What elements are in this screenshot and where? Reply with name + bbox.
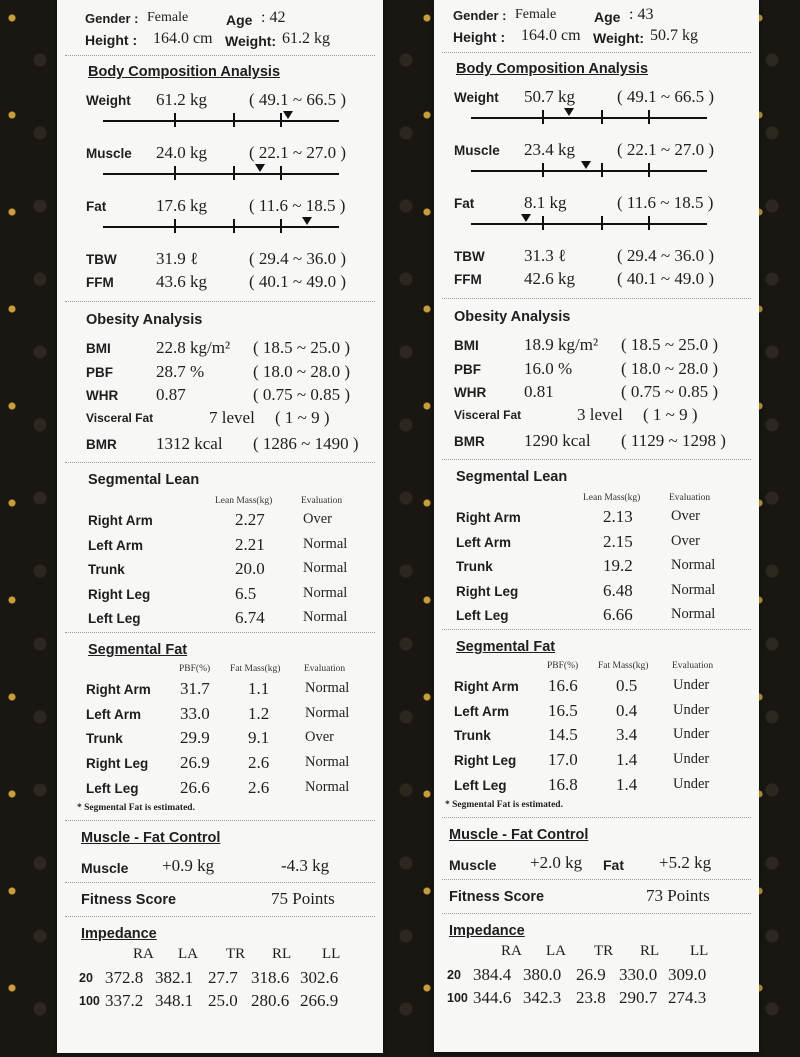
control-muscle-value: +0.9 kg xyxy=(162,856,215,875)
lean-part-label: Left Leg xyxy=(456,608,509,623)
gender-value: Female xyxy=(147,10,189,25)
fat-mass-value: 2.6 xyxy=(248,753,270,773)
fat-part-label: Right Arm xyxy=(86,682,151,697)
fat-pbf-value: 29.9 xyxy=(180,728,210,748)
fat-mass-value: 1.4 xyxy=(616,750,638,770)
muscle-range: ( 22.1 ~ 27.0 ) xyxy=(617,140,715,159)
impedance-value: 266.9 xyxy=(300,991,339,1010)
whr-value: 0.81 xyxy=(524,382,554,401)
muscle-range: ( 22.1 ~ 27.0 ) xyxy=(249,143,347,162)
fat-pbf-value: 16.8 xyxy=(548,774,578,794)
ffm-label: FFM xyxy=(454,272,482,287)
control-fat-label: Fat xyxy=(603,857,624,873)
impedance-column-header: TR xyxy=(594,943,614,959)
weight-scale-line xyxy=(471,117,707,119)
impedance-value: 337.2 xyxy=(105,991,144,1010)
lean-mass-value: 2.27 xyxy=(235,510,265,529)
muscle-marker-icon xyxy=(255,164,265,172)
bmr-value: 1312 kcal xyxy=(156,434,223,453)
impedance-frequency-label: 100 xyxy=(79,994,100,1008)
fat-part-label: Right Leg xyxy=(454,753,517,769)
dotted-divider xyxy=(442,629,751,630)
dotted-divider xyxy=(65,632,375,633)
gender-value: Female xyxy=(515,7,557,22)
fat-mass-value: 0.4 xyxy=(616,700,638,720)
visceral-value: 3 level xyxy=(577,405,623,424)
impedance-value: 382.1 xyxy=(155,968,194,987)
lean-evaluation-value: Over xyxy=(303,511,332,527)
weight-value: 50.7 kg xyxy=(524,87,575,106)
impedance-column-header: LL xyxy=(690,943,709,959)
bmr-value: 1290 kcal xyxy=(524,431,591,450)
weight-label: Weight: xyxy=(225,33,277,49)
fat-evaluation-value: Normal xyxy=(305,680,350,696)
fat-value: 8.1 kg xyxy=(524,193,567,212)
lean-part-label: Trunk xyxy=(88,562,125,577)
height-value: 164.0 cm xyxy=(521,27,581,44)
fat-evaluation-header: Evaluation xyxy=(304,664,346,674)
muscle-scale-tick xyxy=(280,166,282,180)
lean-evaluation-header: Evaluation xyxy=(669,493,711,503)
lean-evaluation-value: Normal xyxy=(303,609,348,625)
impedance-column-header: LA xyxy=(546,943,566,959)
age-value: : 42 xyxy=(261,9,286,26)
lean-mass-value: 6.48 xyxy=(603,580,633,600)
weight-value: 50.7 kg xyxy=(650,27,698,44)
fat-mass-value: 0.5 xyxy=(616,676,638,695)
pbf-range: ( 18.0 ~ 28.0 ) xyxy=(253,362,351,381)
fitness-score-label: Fitness Score xyxy=(81,892,177,908)
fat-pbf-value: 17.0 xyxy=(548,750,578,770)
weight-scale-tick xyxy=(233,113,235,127)
lean-part-label: Right Arm xyxy=(88,513,153,528)
tbw-range: ( 29.4 ~ 36.0 ) xyxy=(249,249,347,268)
fat-marker-icon xyxy=(521,214,531,222)
fat-scale-tick xyxy=(542,216,544,230)
tbw-value: 31.3 ℓ xyxy=(524,246,567,265)
lean-evaluation-value: Over xyxy=(671,508,700,524)
section-title-muscle-fat-control: Muscle - Fat Control xyxy=(81,830,221,846)
visceral-label: Visceral Fat xyxy=(86,411,154,425)
lean-mass-value: 20.0 xyxy=(235,559,265,578)
impedance-frequency-label: 100 xyxy=(447,991,468,1005)
weight-range: ( 49.1 ~ 66.5 ) xyxy=(617,87,715,106)
impedance-frequency-label: 20 xyxy=(447,968,461,982)
fat-pbf-value: 33.0 xyxy=(180,703,210,723)
impedance-column-header: LL xyxy=(322,946,341,962)
section-title-body-composition: Body Composition Analysis xyxy=(88,64,281,80)
fat-evaluation-header: Evaluation xyxy=(672,661,714,671)
lean-part-label: Left Leg xyxy=(88,611,141,626)
bmr-range: ( 1286 ~ 1490 ) xyxy=(253,434,359,453)
bmi-range: ( 18.5 ~ 25.0 ) xyxy=(621,335,719,354)
height-label: Height : xyxy=(453,29,506,45)
whr-label: WHR xyxy=(454,385,487,400)
impedance-column-header: RA xyxy=(501,943,522,959)
dotted-divider xyxy=(442,913,751,914)
section-title-segmental-lean: Segmental Lean xyxy=(88,472,200,488)
dotted-divider xyxy=(65,916,375,917)
impedance-value: 348.1 xyxy=(155,991,194,1010)
visceral-label: Visceral Fat xyxy=(454,408,522,422)
lean-evaluation-value: Normal xyxy=(303,535,348,552)
segmental-fat-note: * Segmental Fat is estimated. xyxy=(77,803,195,813)
segmental-fat-note: * Segmental Fat is estimated. xyxy=(445,800,563,810)
fat-evaluation-value: Over xyxy=(305,729,334,746)
impedance-value: 302.6 xyxy=(300,968,339,987)
lean-mass-value: 6.5 xyxy=(235,583,257,603)
fat-evaluation-value: Normal xyxy=(305,778,350,795)
lean-evaluation-value: Normal xyxy=(671,606,716,622)
gender-label: Gender : xyxy=(85,11,139,26)
impedance-value: 384.4 xyxy=(473,965,512,984)
control-fat-value: -4.3 kg xyxy=(281,856,330,875)
fat-marker-icon xyxy=(302,217,312,225)
fat-mass-value: 1.4 xyxy=(616,774,638,794)
section-title-segmental-fat: Segmental Fat xyxy=(88,642,188,658)
lean-part-label: Right Leg xyxy=(456,583,519,599)
lean-part-label: Left Arm xyxy=(456,534,512,550)
impedance-value: 26.9 xyxy=(576,965,606,984)
ffm-range: ( 40.1 ~ 49.0 ) xyxy=(249,272,347,291)
ffm-range: ( 40.1 ~ 49.0 ) xyxy=(617,269,715,288)
fitness-score-value: 73 Points xyxy=(646,886,710,905)
weight-label: Weight xyxy=(454,90,499,105)
impedance-column-header: LA xyxy=(178,946,198,962)
lean-part-label: Right Leg xyxy=(88,586,151,602)
impedance-value: 330.0 xyxy=(619,965,658,984)
weight-marker-icon xyxy=(283,111,293,119)
fat-part-label: Left Arm xyxy=(86,706,142,722)
muscle-scale-tick xyxy=(233,166,235,180)
muscle-scale-tick xyxy=(648,163,650,177)
fat-evaluation-value: Under xyxy=(673,701,710,718)
muscle-scale-line xyxy=(471,170,707,172)
ffm-value: 43.6 kg xyxy=(156,272,207,291)
muscle-label: Muscle xyxy=(454,143,500,158)
lean-mass-value: 2.21 xyxy=(235,534,265,554)
age-label: Age xyxy=(594,9,621,25)
dotted-divider xyxy=(65,882,375,883)
dotted-divider xyxy=(442,298,751,299)
visceral-range: ( 1 ~ 9 ) xyxy=(275,408,330,427)
fat-part-label: Left Leg xyxy=(86,780,139,796)
fat-scale-tick xyxy=(648,216,650,230)
tbw-label: TBW xyxy=(454,249,485,264)
fat-mass-value: 2.6 xyxy=(248,777,270,797)
muscle-scale-tick xyxy=(542,163,544,177)
fat-evaluation-value: Under xyxy=(673,677,710,693)
bmr-label: BMR xyxy=(454,434,485,449)
fitness-score-value: 75 Points xyxy=(271,889,335,908)
fat-pbf-value: 26.9 xyxy=(180,753,210,773)
dotted-divider xyxy=(65,462,375,463)
lean-evaluation-value: Normal xyxy=(303,584,348,601)
fat-pbf-value: 16.6 xyxy=(548,676,578,695)
fat-part-label: Right Arm xyxy=(454,679,519,694)
dotted-divider xyxy=(442,817,751,818)
tbw-value: 31.9 ℓ xyxy=(156,249,199,268)
impedance-column-header: RA xyxy=(133,946,154,962)
dotted-divider xyxy=(442,459,751,460)
fat-evaluation-value: Under xyxy=(673,775,710,792)
fat-scale-line xyxy=(103,226,339,228)
dotted-divider xyxy=(442,879,751,880)
impedance-value: 280.6 xyxy=(251,991,290,1010)
fat-label: Fat xyxy=(454,196,475,211)
bmi-range: ( 18.5 ~ 25.0 ) xyxy=(253,338,351,357)
height-label: Height : xyxy=(85,32,138,48)
muscle-value: 24.0 kg xyxy=(156,143,207,162)
weight-scale-tick xyxy=(542,110,544,124)
fat-part-label: Left Arm xyxy=(454,703,510,719)
fat-mass-value: 1.2 xyxy=(248,703,270,723)
fitness-score-label: Fitness Score xyxy=(449,889,545,905)
lean-part-label: Trunk xyxy=(456,559,493,574)
bmi-value: 18.9 kg/m² xyxy=(524,335,599,354)
impedance-value: 318.6 xyxy=(251,968,290,987)
fat-pbf-value: 14.5 xyxy=(548,725,578,745)
fat-evaluation-value: Under xyxy=(673,726,710,743)
weight-scale-tick xyxy=(648,110,650,124)
fat-range: ( 11.6 ~ 18.5 ) xyxy=(617,193,714,212)
fat-value: 17.6 kg xyxy=(156,196,207,215)
fat-mass-value: 9.1 xyxy=(248,728,270,748)
fat-evaluation-value: Normal xyxy=(305,704,350,721)
section-title-muscle-fat-control: Muscle - Fat Control xyxy=(449,827,589,843)
tbw-label: TBW xyxy=(86,252,117,267)
section-title-impedance: Impedance xyxy=(449,923,525,939)
age-value: : 43 xyxy=(629,6,654,23)
control-muscle-label: Muscle xyxy=(449,857,497,873)
visceral-value: 7 level xyxy=(209,408,255,427)
gender-label: Gender : xyxy=(453,8,507,23)
impedance-value: 290.7 xyxy=(619,988,658,1007)
lean-mass-header: Lean Mass(kg) xyxy=(215,496,273,506)
fat-scale-tick xyxy=(233,219,235,233)
fat-evaluation-value: Normal xyxy=(305,754,350,771)
left-receipt xyxy=(57,0,383,1053)
impedance-frequency-label: 20 xyxy=(79,971,93,985)
fat-part-label: Trunk xyxy=(86,731,123,747)
fat-pbf-value: 26.6 xyxy=(180,777,210,797)
fat-mass-value: 3.4 xyxy=(616,725,638,745)
fat-part-label: Right Leg xyxy=(86,756,149,772)
lean-mass-value: 2.13 xyxy=(603,507,633,526)
fat-scale-line xyxy=(471,223,707,225)
weight-label: Weight xyxy=(86,93,131,108)
pbf-value: 28.7 % xyxy=(156,362,205,381)
impedance-value: 309.0 xyxy=(668,965,707,984)
fat-pbf-header: PBF(%) xyxy=(547,661,579,671)
weight-scale-tick xyxy=(601,110,603,124)
dotted-divider xyxy=(65,55,375,56)
impedance-column-header: RL xyxy=(640,943,660,959)
lean-evaluation-value: Normal xyxy=(303,560,348,576)
muscle-label: Muscle xyxy=(86,146,132,161)
impedance-column-header: RL xyxy=(272,946,292,962)
section-title-body-composition: Body Composition Analysis xyxy=(456,61,649,77)
lean-evaluation-value: Normal xyxy=(671,557,716,573)
whr-range: ( 0.75 ~ 0.85 ) xyxy=(621,382,719,401)
lean-mass-value: 2.15 xyxy=(603,531,633,551)
impedance-column-header: TR xyxy=(226,946,246,962)
fat-label: Fat xyxy=(86,199,107,214)
ffm-value: 42.6 kg xyxy=(524,269,575,288)
lean-part-label: Right Arm xyxy=(456,510,521,525)
dotted-divider xyxy=(442,52,751,53)
lean-evaluation-value: Normal xyxy=(671,581,716,598)
section-title-impedance: Impedance xyxy=(81,926,157,942)
fat-scale-tick xyxy=(280,219,282,233)
fat-mass-value: 1.1 xyxy=(248,679,270,698)
height-value: 164.0 cm xyxy=(153,30,213,47)
whr-range: ( 0.75 ~ 0.85 ) xyxy=(253,385,351,404)
lean-mass-value: 19.2 xyxy=(603,556,633,575)
control-fat-value: +5.2 kg xyxy=(659,853,712,872)
lean-evaluation-header: Evaluation xyxy=(301,496,343,506)
bmr-label: BMR xyxy=(86,437,117,452)
section-title-obesity: Obesity Analysis xyxy=(86,312,203,328)
pbf-label: PBF xyxy=(86,365,113,380)
fat-pbf-value: 16.5 xyxy=(548,700,578,720)
bmi-label: BMI xyxy=(454,338,479,353)
control-muscle-value: +2.0 kg xyxy=(530,853,583,872)
age-label: Age xyxy=(226,12,253,28)
impedance-value: 380.0 xyxy=(523,965,562,984)
tbw-range: ( 29.4 ~ 36.0 ) xyxy=(617,246,715,265)
weight-scale-tick xyxy=(280,113,282,127)
impedance-value: 342.3 xyxy=(523,988,562,1007)
fat-part-label: Left Leg xyxy=(454,777,507,793)
pbf-range: ( 18.0 ~ 28.0 ) xyxy=(621,359,719,378)
dotted-divider xyxy=(65,820,375,821)
bmi-label: BMI xyxy=(86,341,111,356)
weight-value: 61.2 kg xyxy=(156,90,207,109)
control-muscle-label: Muscle xyxy=(81,860,129,876)
muscle-marker-icon xyxy=(581,161,591,169)
fat-mass-header: Fat Mass(kg) xyxy=(598,661,649,671)
impedance-value: 27.7 xyxy=(208,968,238,987)
fat-scale-tick xyxy=(174,219,176,233)
bmi-value: 22.8 kg/m² xyxy=(156,338,231,357)
ffm-label: FFM xyxy=(86,275,114,290)
weight-marker-icon xyxy=(564,108,574,116)
muscle-scale-tick xyxy=(174,166,176,180)
whr-value: 0.87 xyxy=(156,385,186,404)
dotted-divider xyxy=(65,301,375,302)
section-title-segmental-fat: Segmental Fat xyxy=(456,639,556,655)
lean-part-label: Left Arm xyxy=(88,537,144,553)
weight-label: Weight: xyxy=(593,30,645,46)
muscle-value: 23.4 kg xyxy=(524,140,575,159)
fat-range: ( 11.6 ~ 18.5 ) xyxy=(249,196,346,215)
section-title-segmental-lean: Segmental Lean xyxy=(456,469,568,485)
pbf-label: PBF xyxy=(454,362,481,377)
fat-pbf-header: PBF(%) xyxy=(179,664,211,674)
impedance-value: 344.6 xyxy=(473,988,512,1007)
bmr-range: ( 1129 ~ 1298 ) xyxy=(621,431,726,450)
weight-range: ( 49.1 ~ 66.5 ) xyxy=(249,90,347,109)
lean-mass-value: 6.74 xyxy=(235,608,265,627)
muscle-scale-tick xyxy=(601,163,603,177)
muscle-scale-line xyxy=(103,173,339,175)
impedance-value: 274.3 xyxy=(668,988,707,1007)
weight-value: 61.2 kg xyxy=(282,30,330,47)
pbf-value: 16.0 % xyxy=(524,359,573,378)
fat-pbf-value: 31.7 xyxy=(180,679,210,698)
impedance-value: 23.8 xyxy=(576,988,606,1007)
fat-evaluation-value: Under xyxy=(673,751,710,768)
lean-mass-value: 6.66 xyxy=(603,605,633,624)
section-title-obesity: Obesity Analysis xyxy=(454,309,571,325)
weight-scale-line xyxy=(103,120,339,122)
visceral-range: ( 1 ~ 9 ) xyxy=(643,405,698,424)
lean-mass-header: Lean Mass(kg) xyxy=(583,493,641,503)
whr-label: WHR xyxy=(86,388,119,403)
fat-part-label: Trunk xyxy=(454,728,491,744)
impedance-value: 372.8 xyxy=(105,968,144,987)
lean-evaluation-value: Over xyxy=(671,532,700,549)
right-receipt xyxy=(434,0,759,1052)
fat-scale-tick xyxy=(601,216,603,230)
weight-scale-tick xyxy=(174,113,176,127)
impedance-value: 25.0 xyxy=(208,991,238,1010)
fat-mass-header: Fat Mass(kg) xyxy=(230,664,281,674)
